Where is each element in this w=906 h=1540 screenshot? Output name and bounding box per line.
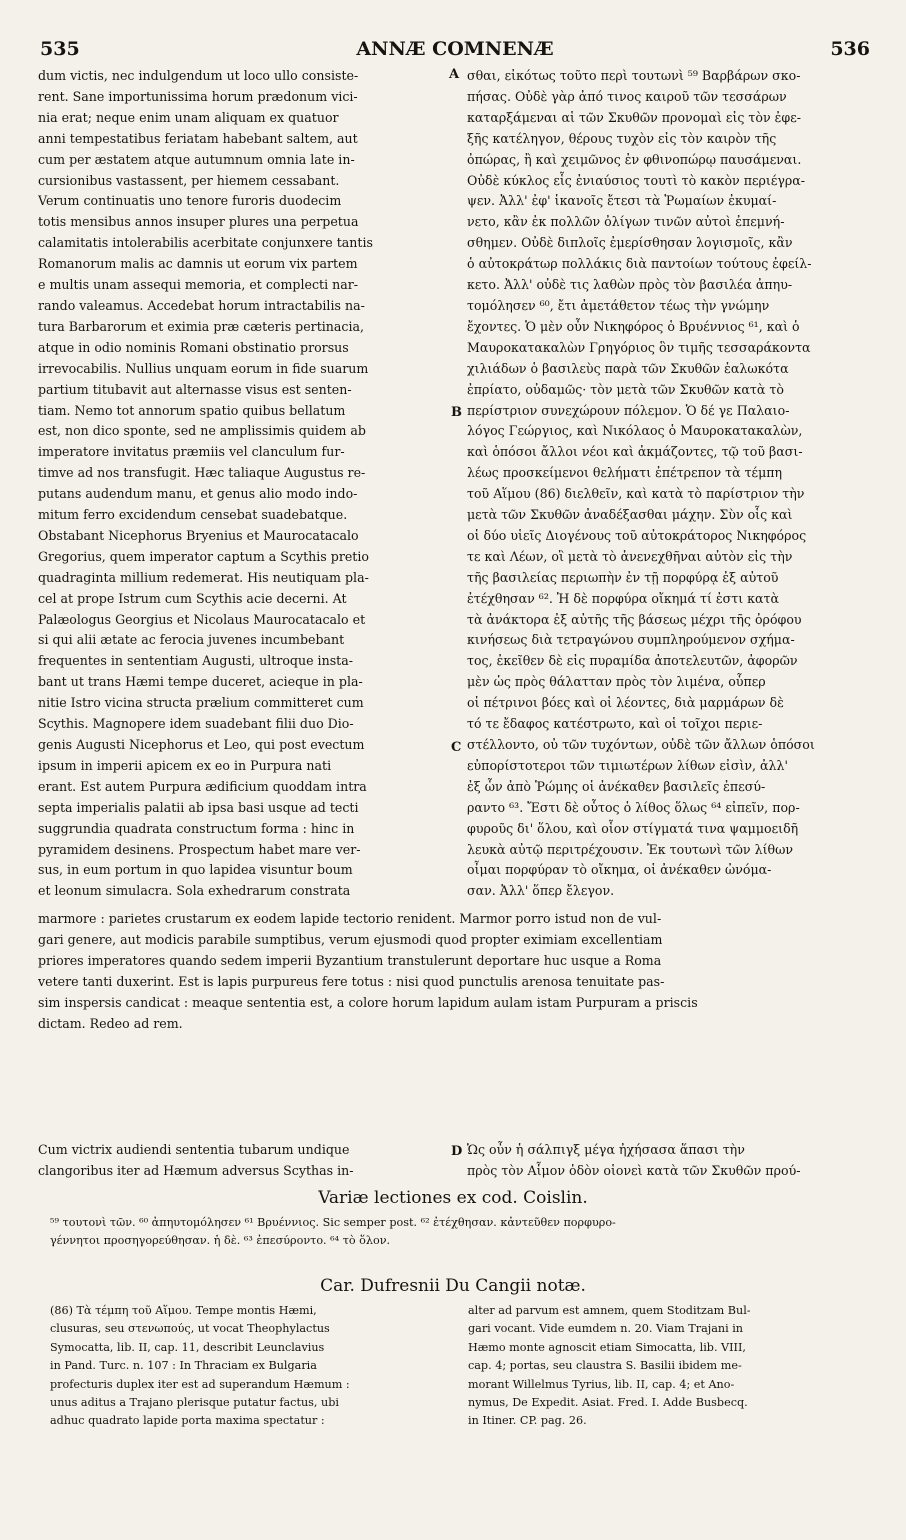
notes-right-column: [468, 1302, 878, 1436]
text-line: στέλλοντο, οὐ τῶν τυχόντων, οὐδὲ τῶν ἄλλων ὁπόσοι: [467, 737, 815, 752]
text-line: est, non dico sponte, sed ne amplissimis quidem ab: [38, 423, 366, 439]
text-line: dum victis, nec indulgendum ut loco ullo consiste-: [38, 68, 359, 83]
text-line: alter ad parvum est amnem, quem Stoditzam Bul-: [468, 1304, 751, 1317]
text-line: suggrundia quadrata constructum forma : hinc in: [38, 820, 355, 836]
text-line: τοῦ Αἵμου (86) διελθεῖν, καὶ κατὰ τὸ παρίστριον τὴν: [467, 486, 805, 502]
variae-lectiones-heading: Variæ lectiones ex cod. Coislin.: [318, 1188, 588, 1208]
text-line: tiam. Nemo tot annorum spatio quibus bellatum: [38, 402, 346, 418]
text-line: τος, ἐκεῖθεν δὲ εἰς πυραμίδα ἀποτελευτῶν, ἀφορῶν: [467, 653, 798, 669]
text-line: εὐπορίστοτεροι τῶν τιμιωτέρων λίθων εἰσὶν, ἀλλ': [467, 757, 788, 773]
text-line: partium titubavit aut alternasse visus est senten-: [38, 381, 352, 397]
text-line: σθημεν. Οὐδὲ διπλοῖς ἐμερίσθησαν λογισμοῖς, κἂν: [467, 235, 793, 251]
text-line: τῆς βασιλείας περιωπὴν ἐν τῇ πορφύρᾳ ἐξ αὐτοῦ: [467, 569, 779, 585]
text-line: οἱ πέτρινοι βόες καὶ οἱ λέοντες, διὰ μαρμάρων δὲ: [467, 695, 784, 711]
text-line: adhuc quadrato lapide porta maxima spectatur :: [50, 1414, 325, 1428]
text-line: τε καὶ Λέων, οἳ μετὰ τὸ ἀνενεχθῆναι αὐτὸν εἰς τὴν: [467, 548, 793, 564]
text-line: φυροῦς δι' ὅλου, καὶ οἷον στίγματά τινα ψαμμοειδῆ: [467, 820, 799, 836]
running-title: ANNÆ COMNENÆ: [356, 38, 554, 60]
text-line: καταρξάμεναι αἱ τῶν Σκυθῶν προνομαὶ εἰς τὸν ἐφε-: [467, 109, 801, 125]
text-line: ὀπώρας, ἢ καὶ χειμῶνος ἐν φθινοπώρῳ παυσάμεναι.: [467, 151, 802, 167]
text-line: frequentes in sententiam Augusti, ultroque insta-: [38, 653, 353, 669]
text-line: rent. Sane importunissima horum prædonum vici-: [38, 88, 358, 104]
text-line: atque in odio nominis Romani obstinatio prorsus: [38, 339, 349, 355]
text-line: Obstabant Nicephorus Bryenius et Maurocatacalo: [38, 527, 359, 543]
text-line: irrevocabilis. Nullius unquam eorum in fide suarum: [38, 360, 369, 376]
text-line: ψεν. Ἀλλ' ἐφ' ἱκανοῖς ἔτεσι τὰ Ῥωμαίων ἐκυμαί-: [467, 193, 777, 209]
text-line: Ὡς οὖν ἡ σάλπιγξ μέγα ἠχήσασα ἅπασι τὴν: [467, 1142, 745, 1157]
text-line: ἔχοντες. Ὁ μὲν οὖν Νικηφόρος ὁ Βρυέννιος ⁶¹, καὶ ὁ: [467, 318, 800, 334]
text-line: dictam. Redeo ad rem.: [38, 1015, 183, 1031]
section-marker-c: C: [451, 740, 462, 755]
text-line: Symocatta, lib. II, cap. 11, describit Leunclavius: [50, 1340, 325, 1354]
text-line: imperatore invitatus præmiis vel clanculum fur-: [38, 444, 345, 460]
text-line: totis mensibus annos insuper plures una perpetua: [38, 214, 359, 230]
text-line: genis Augusti Nicephorus et Leo, qui post evectum: [38, 737, 365, 752]
text-line: οἱ δύο υἱεῖς Διογένους τοῦ αὐτοκράτορος Νικηφόρος: [467, 527, 807, 543]
text-line: ἐξ ὧν ἀπὸ Ῥώμης οἱ ἀνέκαθεν βασιλεῖς ἐπεσύ-: [467, 778, 766, 794]
text-line: septa imperialis palatii ab ipsa basi usque ad tecti: [38, 799, 359, 815]
text-line: e multis unam assequi memoria, et complecti nar-: [38, 277, 359, 293]
text-line: in Pand. Turc. n. 107 : In Thraciam ex Bulgaria: [50, 1359, 317, 1373]
text-line: putans audendum manu, et genus alio modo indo-: [38, 486, 358, 502]
notes-left-column: [50, 1302, 450, 1436]
text-line: ⁵⁹ τουτονὶ τῶν. ⁶⁰ ἀπηυτομόλησεν ⁶¹ Βρυέννιος. Sic semper post. ⁶² ἐτέχθησαν. κἀντεῦθεν πορφυρο-: [50, 1216, 616, 1229]
text-line: λευκὰ αὐτῷ περιτρέχουσιν. Ἐκ τουτωνὶ τῶν λίθων: [467, 841, 794, 857]
text-line: nymus, De Expedit. Asiat. Fred. I. Adde Busbecq.: [468, 1396, 748, 1410]
text-line: cum per æstatem atque autumnum omnia late in-: [38, 151, 355, 167]
text-line: pyramidem desinens. Prospectum habet mare ver-: [38, 841, 361, 857]
text-line: unus aditus a Trajano plerisque putatur factus, ubi: [50, 1396, 339, 1410]
text-line: Romanorum malis ac damnis ut eorum vix partem: [38, 256, 358, 272]
text-line: mitum ferro excidendum censebat suadebatque.: [38, 507, 348, 523]
text-line: nitie Istro vicina structa prælium committeret cum: [38, 695, 364, 711]
text-line: σαν. Ἀλλ' ὅπερ ἔλεγον.: [467, 883, 615, 899]
text-line: ipsum in imperii apicem ex eo in Purpura nati: [38, 757, 332, 773]
text-line: calamitatis intolerabilis acerbitate conjunxere tantis: [38, 235, 373, 251]
text-line: cel at prope Istrum cum Scythis acie decerni. At: [38, 590, 347, 606]
text-line: gari vocant. Vide eumdem n. 20. Viam Trajani in: [468, 1322, 744, 1336]
text-line: ἐτέχθησαν ⁶². Ἡ δὲ πορφύρα οἴκημά τί ἐστι κατὰ: [467, 590, 780, 606]
text-line: clusuras, seu στενωπούς, ut vocat Theophylactus: [50, 1322, 330, 1336]
text-line: μὲν ὡς πρὸς θάλατταν πρὸς τὸν λιμένα, οὗπερ: [467, 674, 766, 690]
variae-lectiones-text: [50, 1214, 886, 1254]
text-line: κινήσεως διὰ τετραγώνου συμπληρούμενον σχήμα-: [467, 632, 795, 648]
text-line: tura Barbarorum et eximia præ cæteris pertinacia,: [38, 318, 364, 334]
text-line: καὶ ὁπόσοι ἄλλοι νέοι καὶ ἀκμάζοντες, τῷ τοῦ βασι-: [467, 444, 803, 460]
text-line: κετο. Ἀλλ' οὐδὲ τις λαθὼν πρὸς τὸν βασιλέα ἀπηυ-: [467, 277, 793, 293]
text-line: Οὐδὲ κύκλος εἷς ἐνιαύσιος τουτὶ τὸ κακὸν περιέγρα-: [467, 172, 806, 188]
page-number-left: 535: [40, 38, 80, 60]
text-line: ραντο ⁶³. Ἔστι δὲ οὗτος ὁ λίθος ὅλως ⁶⁴ εἰπεῖν, πορ-: [467, 799, 800, 815]
text-line: sus, in eum portum in quo lapidea visuntur boum: [38, 862, 353, 878]
text-line: Scythis. Magnopere idem suadebant filii duo Dio-: [38, 716, 354, 732]
text-line: πρὸς τὸν Αἷμον ὁδὸν οἱονεὶ κατὰ τῶν Σκυθῶν πρού-: [467, 1162, 801, 1178]
text-line: cap. 4; portas, seu claustra S. Basilii ibidem me-: [468, 1359, 742, 1373]
latin-continuation: [38, 1140, 443, 1184]
text-line: τομόλησεν ⁶⁰, ἔτι ἀμετάθετον τέως τὴν γνώμην: [467, 297, 770, 313]
text-line: ἐπρίατο, οὐδαμῶς· τὸν μετὰ τῶν Σκυθῶν κατὰ τὸ: [467, 381, 784, 397]
notes-heading: Car. Dufresnii Du Cangii notæ.: [320, 1276, 586, 1296]
text-line: nia erat; neque enim unam aliquam ex quatuor: [38, 109, 339, 125]
text-line: gari genere, aut modicis parabile sumptibus, verum ejusmodi quod propter eximiam excellentiam: [38, 931, 663, 947]
text-line: et leonum simulacra. Sola exhedrarum constrata: [38, 883, 351, 899]
section-marker-d: D: [451, 1144, 463, 1159]
section-marker-b: B: [451, 405, 462, 420]
text-line: quadraginta millium redemerat. His neutiquam pla-: [38, 569, 369, 585]
text-line: si qui alii ætate ac ferocia juvenes incumbebant: [38, 632, 345, 648]
latin-column: [38, 66, 443, 908]
text-line: περίστριον συνεχώρουν πόλεμον. Ὁ δέ γε Παλαιο-: [467, 402, 790, 418]
text-line: rando valeamus. Accedebat horum intractabilis na-: [38, 297, 365, 313]
text-line: πήσας. Οὐδὲ γὰρ ἀπό τινος καιροῦ τῶν τεσσάρων: [467, 88, 787, 104]
greek-column: [467, 66, 877, 908]
text-line: ξῆς κατέληγον, θέρους τυχὸν εἰς τὸν καιρὸν τῆς: [467, 130, 777, 146]
text-line: Hæmo monte agnoscit etiam Simocatta, lib. VIII,: [468, 1340, 746, 1354]
text-line: timve ad nos transfugit. Hæc taliaque Augustus re-: [38, 465, 366, 481]
text-line: Verum continuatis uno tenore furoris duodecim: [38, 193, 342, 209]
text-line: bant ut trans Hæmi tempe duceret, acieque in pla-: [38, 674, 363, 690]
text-line: marmore : parietes crustarum ex eodem lapide tectorio renident. Marmor porro istud non de vul-: [38, 911, 662, 926]
text-line: Cum victrix audiendi sententia tubarum undique: [38, 1142, 350, 1157]
text-line: λέως προσκείμενοι θελήματι ἐπέτρεπον τὰ τέμπη: [467, 465, 783, 481]
latin-full-width-text: [38, 909, 880, 1037]
page-number-right: 536: [830, 38, 870, 60]
text-line: profecturis duplex iter est ad superandum Hæmum :: [50, 1377, 350, 1391]
text-line: οἶμαι πορφύραν τὸ οἴκημα, οἱ ἀνέκαθεν ὠνόμα-: [467, 862, 772, 878]
text-line: χιλιάδων ὁ βασιλεὺς παρὰ τῶν Σκυθῶν ἑαλωκότα: [467, 360, 789, 376]
text-line: Gregorius, quem imperator captum a Scythis pretio: [38, 548, 369, 564]
text-line: (86) Τὰ τέμπη τοῦ Αἵμου. Tempe montis Hæmi,: [50, 1304, 317, 1317]
text-line: sim inspersis candicat : meaque sententia est, a colore horum lapidum aulam istam Purpuram a priscis: [38, 994, 698, 1010]
text-line: νετο, κἂν ἐκ πολλῶν ὀλίγων τινῶν αὐτοὶ ἐπεμνή-: [467, 214, 785, 230]
text-line: anni tempestatibus feriatam habebant saltem, aut: [38, 130, 358, 146]
text-line: τὰ ἀνάκτορα ἐξ αὐτῆς τῆς βάσεως μέχρι τῆς ὀρόφου: [467, 611, 802, 627]
text-line: vetere tanti duxerint. Est is lapis purpureus fere totus : nisi quod punctulis arenosa tenuitate pas-: [38, 973, 665, 989]
text-line: morant Willelmus Tyrius, lib. II, cap. 4; et Ano-: [468, 1377, 735, 1391]
text-line: γέννητοι προσηγορεύθησαν. ἡ δὲ. ⁶³ ἐπεσύροντο. ⁶⁴ τὸ ὅλον.: [50, 1234, 391, 1248]
text-line: σθαι, εἰκότως τοῦτο περὶ τουτωνὶ ⁵⁹ Βαρβάρων σκο-: [467, 68, 801, 83]
greek-continuation: [467, 1140, 877, 1184]
text-line: clangoribus iter ad Hæmum adversus Scythas in-: [38, 1162, 354, 1178]
text-line: erant. Est autem Purpura ædificium quoddam intra: [38, 778, 367, 794]
text-line: λόγος Γεώργιος, καὶ Νικόλαος ὁ Μαυροκατακαλὼν,: [467, 423, 803, 439]
text-line: ὁ αὐτοκράτωρ πολλάκις διὰ παντοίων τούτους ἐφείλ-: [467, 256, 812, 272]
text-line: Palæologus Georgius et Nicolaus Maurocatacalo et: [38, 611, 366, 627]
text-line: τό τε ἔδαφος κατέστρωτο, καὶ οἱ τοῖχοι περιε-: [467, 716, 763, 732]
text-line: μετὰ τῶν Σκυθῶν ἀναδέξασθαι μάχην. Σὺν οἷς καὶ: [467, 507, 793, 523]
section-marker-a: A: [449, 67, 460, 82]
running-header: [40, 38, 870, 66]
text-line: priores imperatores quando sedem imperii Byzantium transtulerunt deportare huc usque a Roma: [38, 952, 662, 968]
text-line: cursionibus vastassent, per hiemem cessabant.: [38, 172, 340, 188]
text-line: in Itiner. CP. pag. 26.: [468, 1414, 587, 1428]
text-line: Μαυροκατακαλὼν Γρηγόριος ὃν τιμῆς τεσσαράκοντα: [467, 339, 811, 355]
